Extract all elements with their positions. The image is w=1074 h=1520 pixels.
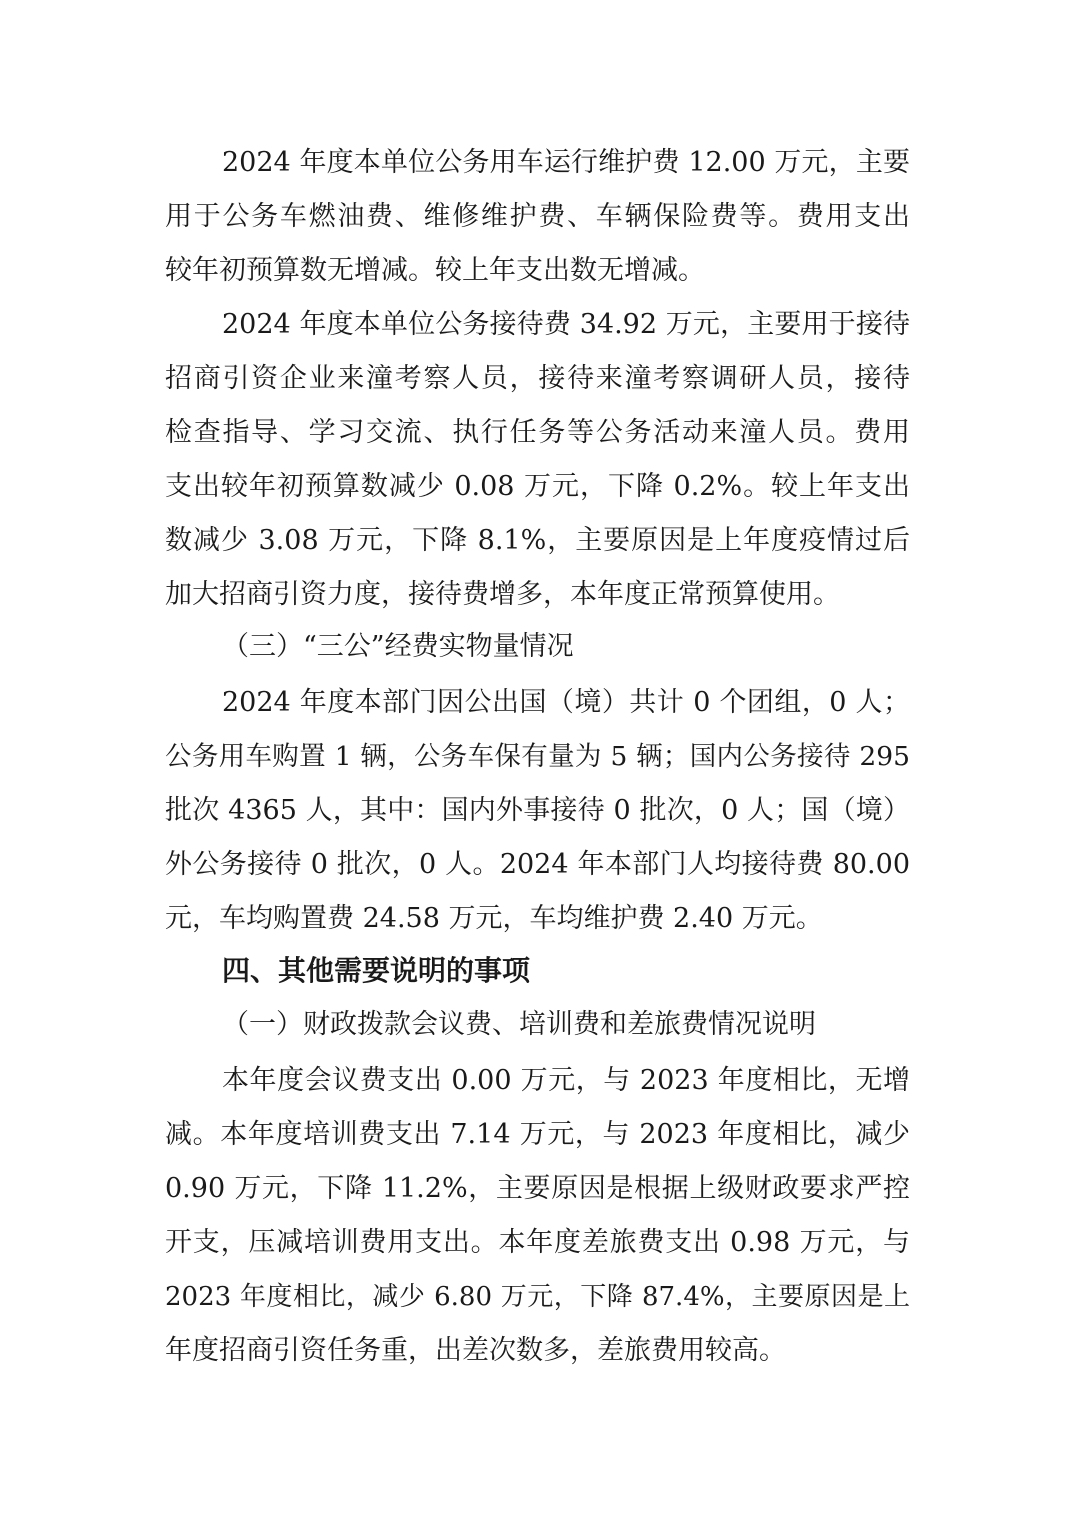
paragraph-reception-line-3: 检查指导、学习交流、执行任务等公务活动来潼人员。费用 bbox=[165, 417, 910, 448]
paragraph-meeting-training-travel-line-5: 2023 年度相比，减少 6.80 万元，下降 87.4%，主要原因是上 bbox=[165, 1282, 910, 1312]
paragraph-physical-quantity-line-3: 批次 4365 人，其中：国内外事接待 0 批次，0 人；国（境） bbox=[165, 795, 910, 826]
paragraph-vehicle-maintenance-line-1: 2024 年度本单位公务用车运行维护费 12.00 万元，主要 bbox=[222, 147, 910, 178]
paragraph-meeting-training-travel-line-6: 年度招商引资任务重，出差次数多，差旅费用较高。 bbox=[165, 1335, 786, 1366]
subsection-heading-meeting-training-travel: （一）财政拨款会议费、培训费和差旅费情况说明 bbox=[222, 1009, 816, 1040]
paragraph-vehicle-maintenance-line-2: 用于公务车燃油费、维修维护费、车辆保险费等。费用支出 bbox=[165, 201, 910, 232]
paragraph-reception-line-6: 加大招商引资力度，接待费增多，本年度正常预算使用。 bbox=[165, 579, 840, 610]
paragraph-physical-quantity-line-5: 元，车均购置费 24.58 万元，车均维护费 2.40 万元。 bbox=[165, 903, 823, 934]
paragraph-meeting-training-travel-line-2: 减。本年度培训费支出 7.14 万元，与 2023 年度相比，减少 bbox=[165, 1119, 910, 1150]
paragraph-meeting-training-travel-line-3: 0.90 万元，下降 11.2%，主要原因是根据上级财政要求严控 bbox=[165, 1173, 910, 1204]
paragraph-reception-line-4: 支出较年初预算数减少 0.08 万元，下降 0.2%。较上年支出 bbox=[165, 471, 910, 502]
paragraph-physical-quantity-line-1: 2024 年度本部门因公出国（境）共计 0 个团组，0 人； bbox=[222, 687, 910, 718]
paragraph-vehicle-maintenance-line-3: 较年初预算数无增减。较上年支出数无增减。 bbox=[165, 255, 705, 286]
paragraph-meeting-training-travel-line-1: 本年度会议费支出 0.00 万元，与 2023 年度相比，无增 bbox=[222, 1065, 910, 1096]
section-heading-other-matters: 四、其他需要说明的事项 bbox=[222, 954, 531, 987]
paragraph-meeting-training-travel-line-4: 开支，压减培训费用支出。本年度差旅费支出 0.98 万元，与 bbox=[165, 1227, 910, 1258]
paragraph-physical-quantity-line-4: 外公务接待 0 批次，0 人。2024 年本部门人均接待费 80.00 bbox=[165, 849, 910, 880]
paragraph-physical-quantity-line-2: 公务用车购置 1 辆，公务车保有量为 5 辆；国内公务接待 295 bbox=[165, 741, 910, 772]
section-heading-physical-quantity: （三）“三公”经费实物量情况 bbox=[222, 631, 574, 662]
paragraph-reception-line-5: 数减少 3.08 万元，下降 8.1%，主要原因是上年度疫情过后 bbox=[165, 525, 910, 556]
paragraph-reception-line-1: 2024 年度本单位公务接待费 34.92 万元，主要用于接待 bbox=[222, 309, 910, 340]
paragraph-reception-line-2: 招商引资企业来潼考察人员，接待来潼考察调研人员，接待 bbox=[165, 363, 910, 394]
